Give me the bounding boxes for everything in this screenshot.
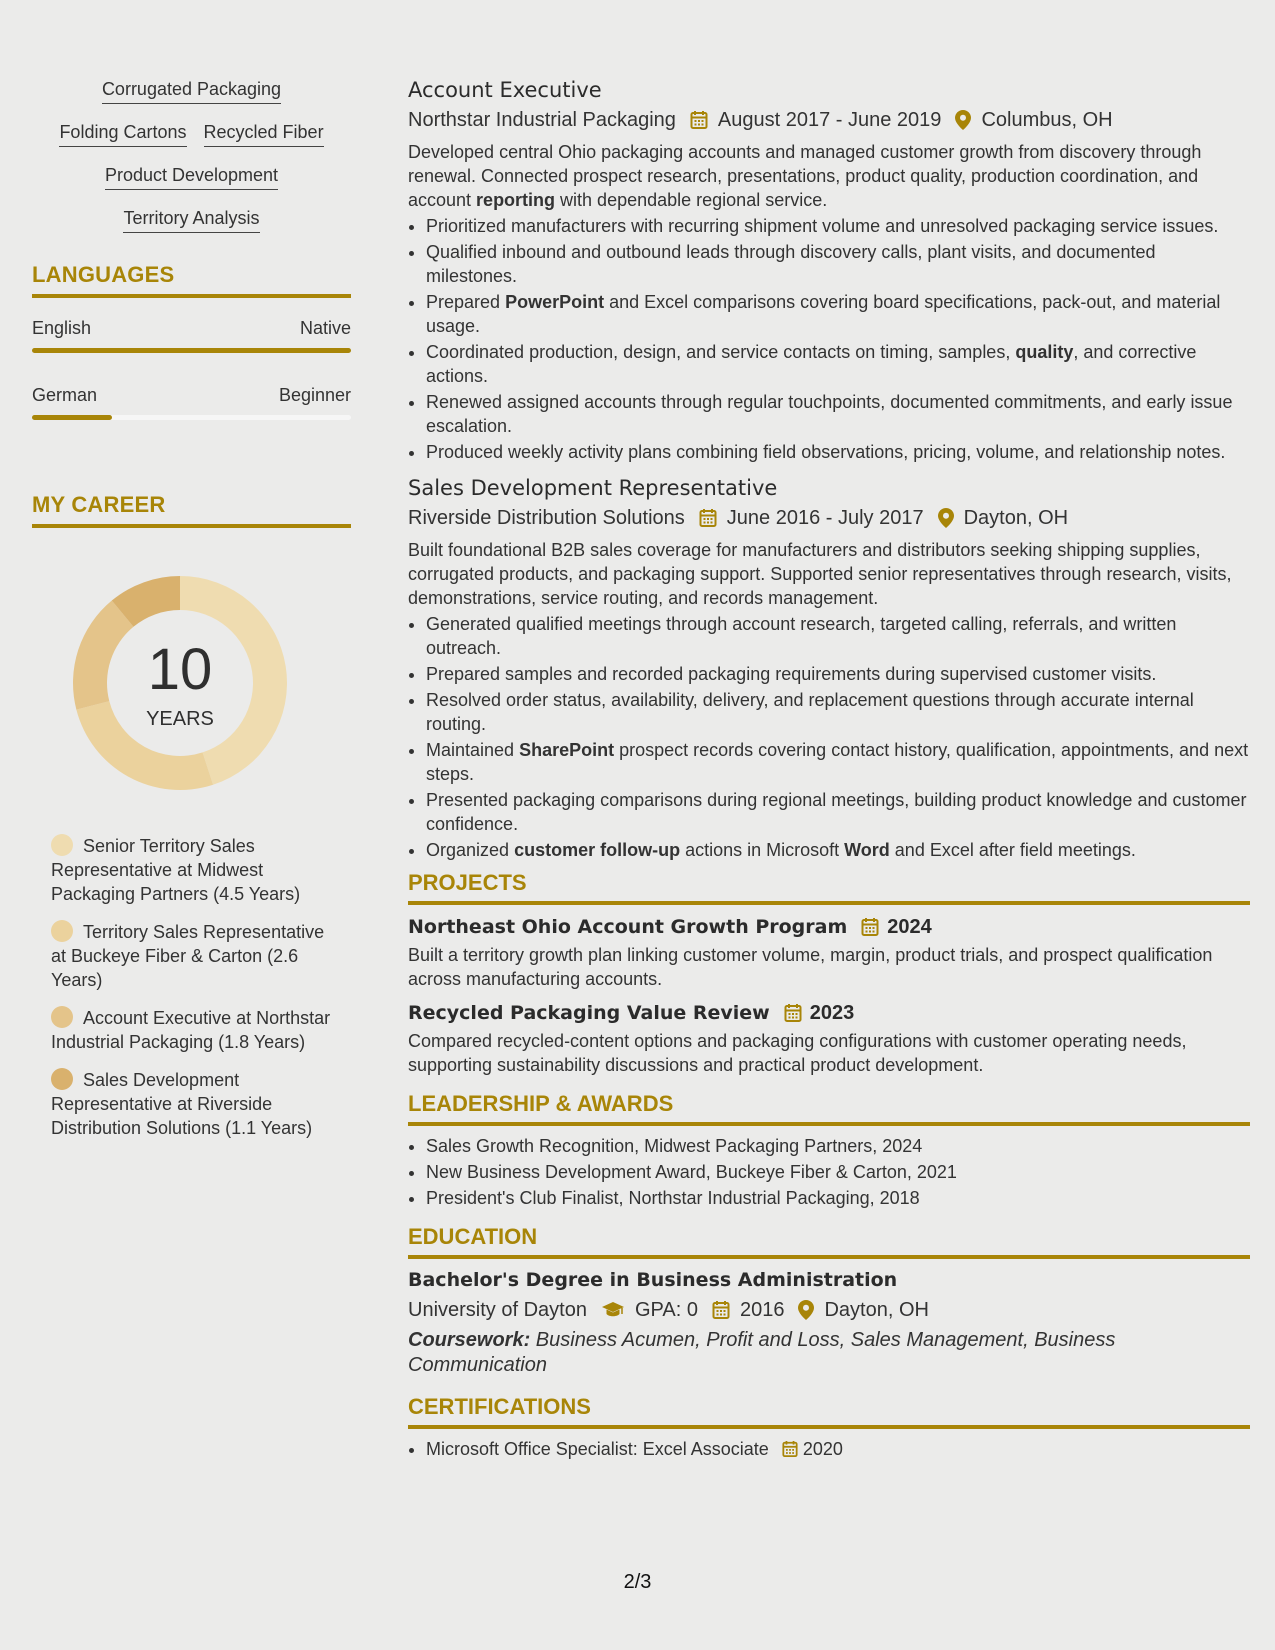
project-year: 2023 [809,1002,855,1024]
job-bullet: • Prioritized manufacturers with recurring shipment volume and unresolved packaging service issues. [426,214,1250,238]
skill-tag: Folding Cartons [59,121,186,147]
school-name: University of Dayton [408,1299,587,1321]
job-title: Sales Development Representative [408,476,778,500]
certification-year: 2020 [802,1439,843,1459]
awards-list [408,1134,1250,1210]
job-entry [408,474,1250,862]
job-bullet: • Resolved order status, availability, delivery, and replacement questions through accurate internal routing. [426,688,1250,736]
legend-dot [51,1068,73,1090]
job-bullet: • Prepared samples and recorded packaging requirements during supervised customer visits. [426,662,1250,686]
calendar-icon [782,1440,798,1458]
job-bullet: • Organized customer follow-up actions in Microsoft Word and Excel after field meetings. [426,838,1250,862]
location-pin-icon [798,1300,814,1320]
job-meta [408,106,1250,134]
language-level: Native [299,318,351,338]
job-bullet: • Generated qualified meetings through account research, targeted calling, referrals, and written outreach. [426,612,1250,660]
language-bar-fill [32,415,112,420]
language-level: Beginner [278,385,351,405]
languages-heading: LANGUAGES [32,262,351,298]
language-bar-fill [32,348,351,353]
school-location: Dayton, OH [824,1299,929,1321]
left-column [32,78,351,1154]
career-legend [51,834,341,1140]
gpa: GPA: 0 [634,1299,698,1321]
certifications-heading: CERTIFICATIONS [408,1394,1250,1429]
job-location: Columbus, OH [981,109,1113,131]
job-bullet: • Produced weekly activity plans combining field observations, pricing, volume, and relationship notes. [426,440,1250,464]
job-bullet: • Presented packaging comparisons during regional meetings, building product knowledge and customer confidence. [426,788,1250,836]
legend-dot [51,1006,73,1028]
certification-item [426,1437,1250,1461]
project-entry [408,913,1250,991]
job-location: Dayton, OH [963,507,1069,529]
calendar-icon [712,1300,730,1320]
award-item: • Sales Growth Recognition, Midwest Packaging Partners, 2024 [426,1134,1250,1158]
job-meta [408,504,1250,532]
legend-label: Territory Sales Representative at Buckeye Fiber & Carton (2.6 Years) [51,922,325,990]
legend-item [51,1068,341,1140]
legend-label: Senior Territory Sales Representative at Midwest Packaging Partners (4.5 Years) [51,836,301,904]
calendar-icon [699,508,717,528]
legend-label: Account Executive at Northstar Industrial Packaging (1.8 Years) [51,1008,331,1052]
language-bar [32,348,351,353]
career-heading: MY CAREER [32,492,351,528]
job-bullet: • Coordinated production, design, and service contacts on timing, samples, quality, and corrective actions. [426,340,1250,388]
education-meta [408,1296,1250,1324]
job-title: Account Executive [408,78,602,102]
location-pin-icon [938,508,954,528]
certification-name: • Microsoft Office Specialist: Excel Associate [426,1439,769,1459]
graduation-year: 2016 [739,1299,785,1321]
award-item: • President's Club Finalist, Northstar Industrial Packaging, 2018 [426,1186,1250,1210]
skill-tag: Product Development [105,164,278,190]
legend-item [51,1006,341,1054]
language-name: English [32,318,92,338]
project-description: Compared recycled-content options and packaging configurations with customer operating needs, supporting sustainability discussions and practical product development. [408,1031,1187,1075]
project-title: Northeast Ohio Account Growth Program [408,916,848,938]
project-entry [408,999,1250,1077]
job-bullets [408,612,1250,862]
calendar-icon [861,917,879,937]
legend-dot [51,920,73,942]
skills-list [32,78,351,233]
job-entry [408,76,1250,464]
career-total-years: 10 [147,637,213,702]
legend-label: Sales Development Representative at Riverside Distribution Solutions (1.1 Years) [51,1070,313,1138]
language-item [32,384,351,420]
job-company: Riverside Distribution Solutions [408,507,685,529]
page-number: 2/3 [623,1571,652,1593]
awards-heading: LEADERSHIP & AWARDS [408,1091,1250,1126]
language-bar [32,415,351,420]
legend-item [51,834,341,906]
education-heading: EDUCATION [408,1224,1250,1259]
degree-title: Bachelor's Degree in Business Administration [408,1269,898,1291]
language-item [32,317,351,353]
graduation-cap-icon [601,1301,625,1319]
legend-item [51,920,341,992]
projects-heading: PROJECTS [408,870,1250,905]
language-name: German [32,385,98,405]
job-dates: August 2017 - June 2019 [717,109,942,131]
skill-tag: Corrugated Packaging [102,78,281,104]
job-bullet: • Renewed assigned accounts through regular touchpoints, documented commitments, and early issue escalation. [426,390,1250,438]
right-column [408,76,1250,1463]
project-year: 2024 [887,916,932,938]
job-bullet: • Prepared PowerPoint and Excel comparisons covering board specifications, pack-out, and material usage. [426,290,1250,338]
award-item: • New Business Development Award, Buckeye Fiber & Carton, 2021 [426,1160,1250,1184]
certifications-list [408,1437,1250,1461]
job-dates: June 2016 - July 2017 [726,507,924,529]
calendar-icon [690,110,708,130]
calendar-icon [784,1003,802,1023]
skill-tag: Territory Analysis [123,207,259,233]
job-bullets [408,214,1250,464]
job-description: Developed central Ohio packaging accounts and managed customer growth from discovery through renewal. Connected prospect research, presentations, product quality, production coordination, and account reporting with dependable regional service. [408,142,1202,210]
legend-dot [51,834,73,856]
coursework: Coursework: Business Acumen, Profit and Loss, Sales Management, Business Communication [408,1329,1116,1376]
location-pin-icon [955,110,971,130]
skill-tag: Recycled Fiber [204,121,324,147]
job-bullet: • Qualified inbound and outbound leads through discovery calls, plant visits, and documented milestones. [426,240,1250,288]
career-donut-chart [65,568,295,798]
job-bullet: • Maintained SharePoint prospect records covering contact history, qualification, appointments, and next steps. [426,738,1250,786]
career-years-unit: YEARS [146,708,214,730]
job-company: Northstar Industrial Packaging [408,109,676,131]
project-title: Recycled Packaging Value Review [408,1002,770,1024]
job-description: Built foundational B2B sales coverage for manufacturers and distributors seeking shipping supplies, corrugated products, and packaging support. Supported senior representatives through research, visits, demonstrations, service routing, and records management. [408,540,1232,608]
project-description: Built a territory growth plan linking customer volume, margin, product trials, and prospect qualification across manufacturing accounts. [408,945,1213,989]
